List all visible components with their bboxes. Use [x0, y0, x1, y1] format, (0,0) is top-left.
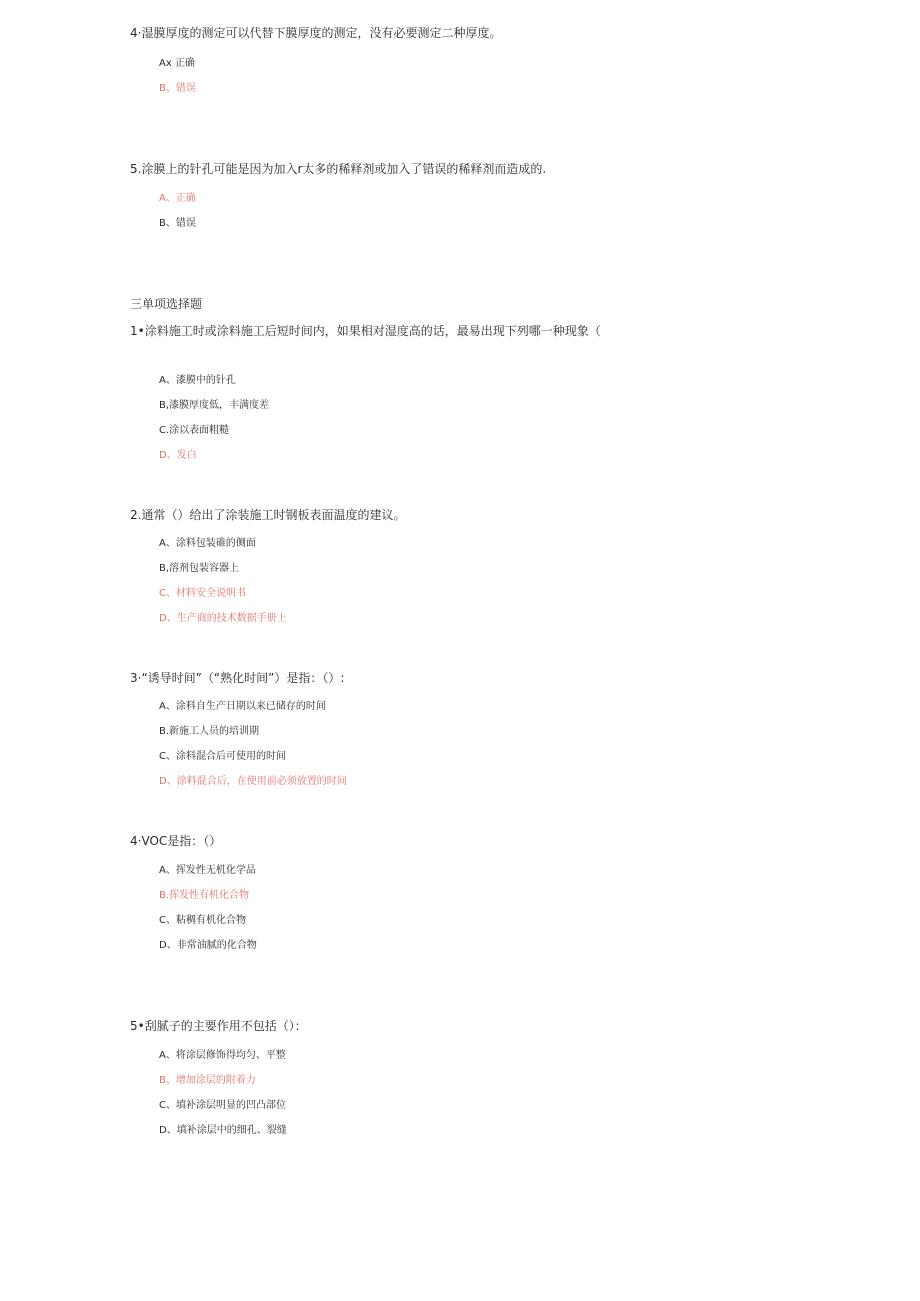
- mc-question-4: 4·VOC是指：（）: [130, 834, 222, 848]
- mc-q3-option-d-correct: D、涂料混合后，在使用前必须放置的时间: [159, 776, 347, 787]
- mc-question-1: 1•涂料施工时或涂料施工后短时间内，如果相对湿度高的话，最易出现下列哪一种现象（: [130, 324, 601, 338]
- mc-q4-option-a: A、挥发性无机化学品: [159, 865, 256, 876]
- mc-q2-option-d-correct: D、生产商的技术数据手册上: [159, 613, 287, 624]
- mc-q4-option-b-correct: B.挥发性有机化合物: [159, 890, 250, 901]
- mc-q4-option-c: C、粘稠有机化合物: [159, 915, 246, 926]
- mc-q2-option-a: A、涂料包装碓的侧面: [159, 538, 256, 549]
- mc-q2-option-b: B,溶剂包装容器上: [159, 563, 240, 574]
- tf-q4-option-a: Ax 正确: [159, 58, 195, 69]
- mc-q5-option-c: C、填补涂层明显的凹凸部位: [159, 1100, 286, 1111]
- mc-q5-option-d: D、填补涂层中的细孔、裂缝: [159, 1125, 287, 1136]
- tf-question-5: 5.涂膜上的针孔可能是因为加入r太多的稀释剂或加入了错误的稀释剂而造成的.: [130, 162, 547, 176]
- mc-q1-option-b: B,漆膜厚度低，丰满度差: [159, 400, 270, 411]
- tf-q4-option-b-correct: B、错误: [159, 83, 196, 94]
- tf-question-4: 4·湿膜厚度的测定可以代替下膜厚度的测定，没有必要测定二种厚度。: [130, 26, 502, 40]
- mc-q5-option-a: A、将涂层修饰得均匀、平整: [159, 1050, 286, 1061]
- tf-q5-option-b: B、错误: [159, 218, 196, 229]
- mc-q1-option-c: C.涂以表面粗糙: [159, 425, 230, 436]
- mc-q3-option-a: A、涂料自生产日期以来已储存的时间: [159, 701, 326, 712]
- mc-q4-option-d: D、非常油腻的化合物: [159, 940, 257, 951]
- mc-q1-option-a: A、漆膜中的针孔: [159, 375, 236, 386]
- mc-q1-option-d-correct: D、发白: [159, 450, 197, 461]
- tf-q5-option-a-correct: A、正确: [159, 193, 196, 204]
- section-title: 三单项选择题: [130, 297, 203, 311]
- mc-question-2: 2.通常（）给出了涂装施工时钢板表面温度的建议。: [130, 508, 406, 522]
- mc-question-5: 5•刮腻子的主要作用不包括（）：: [130, 1019, 307, 1033]
- mc-q2-option-c-correct: C、材料安全说明书: [159, 588, 246, 599]
- mc-question-3: 3·“诱导时间”（“熟化时间”）是指：（）:: [130, 671, 345, 685]
- mc-q5-option-b-correct: B、增加涂层的附着力: [159, 1075, 256, 1086]
- mc-q3-option-b: B.新施工人员的培训期: [159, 726, 260, 737]
- mc-q3-option-c: C、涂料混合后可使用的时间: [159, 751, 286, 762]
